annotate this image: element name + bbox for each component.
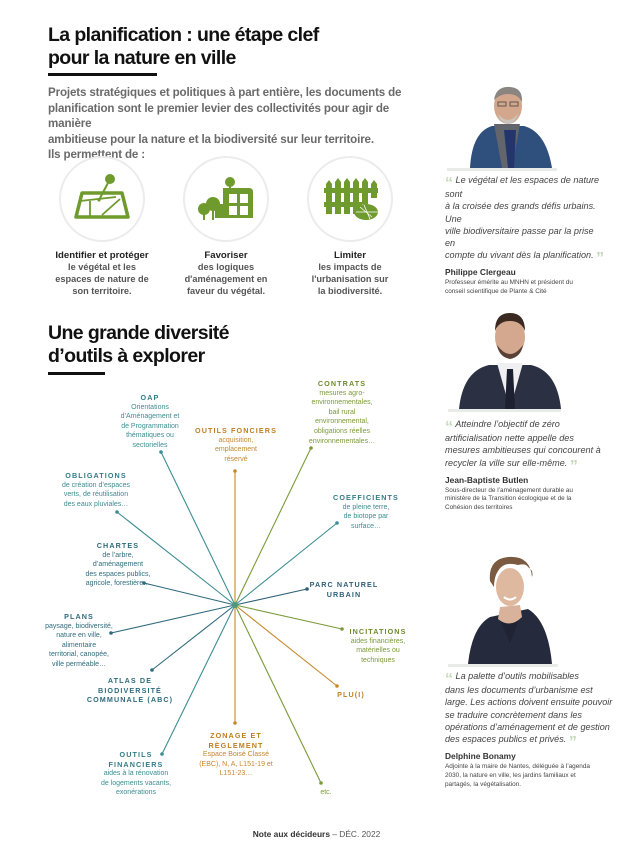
quote-block-butlen (445, 418, 610, 513)
tool-obligations (46, 471, 146, 509)
feature-desc: son territoire. (72, 285, 132, 296)
quote-line: se traduire concrètement dans les (445, 709, 582, 720)
tool-title: CONTRATS (317, 379, 367, 388)
role-line: 2030, la nature en ville, les jardins familiaux et (445, 771, 576, 779)
footer-date: – DÉC. 2022 (332, 829, 381, 839)
feature-desc: faveur du végétal. (186, 285, 266, 296)
tool-desc: emplacement (214, 446, 258, 454)
quote-line: recycler la ville sur elle-même. (445, 457, 568, 468)
tool-desc: réservé (224, 455, 248, 463)
tool-desc: Espace Boisé Classé (202, 751, 270, 759)
tool-title: CHARTES (96, 541, 140, 550)
tool-coefficients (330, 493, 402, 531)
quote-author-role (445, 279, 605, 297)
tool-title: INCITATIONS (349, 627, 407, 636)
tool-desc: de biotope par (343, 513, 389, 521)
tool-plu (334, 690, 368, 700)
tool-desc: nature en ville, (56, 632, 102, 640)
intro-line: Projets stratégiques et politiques à part entière, les documents de (48, 86, 402, 99)
role-line: Sous-directeur de l’aménagement durable au (445, 486, 573, 494)
feature-title: Identifier et protéger (55, 250, 149, 261)
tool-desc: exonérations (115, 789, 157, 797)
feature-desc: espaces de nature de (55, 273, 149, 284)
tool-desc: agricole, forestière… (85, 580, 151, 588)
quote-line: dans les documents d’urbanisme est (445, 685, 593, 695)
quote-author: Delphine Bonamy (445, 751, 516, 762)
tool-desc: de l’arbre, (102, 551, 134, 559)
tool-outils-financiers (94, 750, 178, 798)
tool-desc: verts, de réutilisation (63, 491, 129, 499)
tool-title: OAP (140, 393, 160, 402)
feature-title: Limiter (334, 250, 366, 261)
quote-line: opérations d’aménagement et de gestion (445, 721, 610, 732)
tool-title: ZONAGE ET (210, 731, 262, 740)
portrait-divider (448, 664, 558, 667)
close-quote-icon: ” (569, 457, 578, 475)
quote-line: Le végétal et les espaces de nature sont (445, 175, 600, 199)
tool-desc: etc. (320, 789, 332, 796)
feature-desc: des logiques (197, 262, 255, 272)
tool-desc: de création d’espaces (61, 481, 131, 489)
footer (0, 829, 633, 839)
open-quote-icon: “ (445, 671, 453, 688)
tool-title: BIODIVERSITÉ (98, 685, 162, 695)
tool-title: COEFFICIENTS (333, 493, 399, 502)
tool-title: PARC NATUREL (309, 580, 379, 589)
tool-desc: paysage, biodiversité, (45, 622, 113, 630)
title-line-2: pour la nature en ville (48, 47, 236, 69)
tool-chartes (68, 541, 168, 589)
tool-title: PLU(I) (337, 690, 365, 699)
quote-line: des espaces publics et privés. (445, 734, 567, 745)
tool-etc (315, 788, 337, 798)
tool-desc: de Programmation (121, 422, 179, 430)
feature-desc: d'aménagement en (184, 273, 268, 284)
tool-desc: de logements vacants, (100, 779, 172, 787)
quote-text (445, 418, 610, 475)
role-line: partagés, la végétalisation. (445, 780, 522, 788)
tool-desc: matérielles ou (356, 647, 400, 655)
quote-line: artificialisation nette appelle des (445, 433, 574, 443)
tool-desc: techniques (361, 656, 395, 664)
hub-dot (232, 602, 238, 608)
tool-desc: ville perméable… (51, 660, 107, 668)
portrait-divider (448, 409, 561, 412)
tool-desc: aides financières, (350, 637, 406, 645)
portrait-delphine-bonamy (468, 547, 552, 664)
tool-desc: d’aménagement (92, 561, 144, 569)
open-quote-icon: “ (445, 175, 453, 192)
portrait-divider (447, 168, 557, 171)
tool-desc: de pleine terre, (342, 503, 390, 511)
portrait-philippe-clergeau (460, 84, 556, 168)
tool-plans (38, 612, 120, 670)
feature-title: Favoriser (204, 250, 248, 261)
tool-title: URBAIN (326, 589, 362, 599)
tool-contrats (297, 379, 387, 446)
role-line: conseil scientifique de Plante & Cité (445, 288, 547, 296)
role-line: ministère de la Transition écologique et de la (445, 495, 572, 503)
feature-desc: l'urbanisation sur (311, 273, 389, 284)
tool-title: OUTILS FONCIERS (195, 426, 277, 435)
quote-line: Atteindre l’objectif de zéro (455, 419, 560, 429)
tool-desc: surface… (351, 522, 381, 530)
tool-desc: aides à la rénovation (103, 770, 169, 778)
tool-desc: mesures agro- (319, 389, 365, 397)
tool-desc: sectorielles (132, 441, 168, 449)
intro-line: Ils permettent de : (48, 148, 146, 161)
tool-title: FINANCIERS (108, 759, 164, 769)
close-quote-icon: ” (568, 734, 577, 752)
tool-desc: environnementales, (311, 399, 373, 407)
tool-title: PLANS (64, 612, 94, 621)
tool-desc: des eaux pluviales… (63, 500, 129, 508)
quote-block-clergeau (445, 174, 605, 297)
tool-outils-fonciers (190, 426, 282, 464)
tool-desc: obligations réelles (313, 427, 371, 435)
tool-title: OUTILS (119, 750, 153, 759)
tool-title: ATLAS DE (107, 676, 153, 685)
open-quote-icon: “ (445, 419, 453, 436)
feature-desc: la biodiversité. (317, 285, 383, 296)
quote-line: à la croisée des grands défis urbains. Une (445, 201, 596, 224)
quote-author: Philippe Clergeau (445, 267, 516, 278)
close-quote-icon: ” (596, 250, 605, 268)
tool-incitations (339, 627, 417, 665)
tool-desc: L151-23… (219, 770, 253, 778)
quote-author-role (445, 487, 610, 513)
tool-desc: d’Aménagement et (120, 413, 180, 421)
tool-desc: environnementales… (308, 437, 376, 445)
title-line-1: Une grande diversité (48, 322, 229, 344)
title-line-1: La planification : une étape clef (48, 24, 319, 46)
role-line: Professeur émérite au MNHN et président du (445, 279, 573, 287)
role-line: Adjointe à la maire de Nantes, déléguée à l’agenda (445, 763, 590, 771)
tool-title: COMMUNALE (ABC) (86, 695, 174, 705)
tool-desc: environnemental, (315, 418, 369, 426)
quote-block-bonamy (445, 670, 615, 790)
tool-desc: territorial, canopée, (49, 651, 109, 659)
portrait-jean-baptiste-butlen (459, 305, 561, 409)
intro-line: planification sont le premier levier des collectivités pour agir de manière (48, 101, 390, 130)
role-line: Cohésion des territoires (445, 504, 513, 512)
quote-line: mesures ambitieuses qui concourent à (445, 445, 601, 456)
tool-desc: acquisition, (218, 436, 254, 444)
tool-title: OBLIGATIONS (65, 471, 127, 480)
quote-line: La palette d’outils mobilisables (455, 671, 579, 681)
quote-line: compte du vivant dès la planification. (445, 250, 594, 261)
tool-desc: bail rural (328, 408, 356, 416)
intro-line: ambitieuse pour la nature et la biodiversité sur leur territoire. (48, 132, 374, 146)
tool-parc-naturel-urbain (306, 580, 382, 599)
feature-desc: le végétal et les (68, 262, 136, 272)
tool-atlas-biodiversite (80, 676, 180, 705)
tool-desc: alimentaire (61, 641, 97, 649)
tool-desc: des espaces publics, (85, 570, 151, 578)
quote-line: large. Les actions doivent ensuite pouvoir (445, 697, 613, 708)
quote-author-role (445, 763, 615, 789)
tool-title: RÈGLEMENT (208, 740, 264, 750)
feature-desc: les impacts de (318, 262, 382, 272)
quote-author: Jean-Baptiste Butlen (445, 474, 529, 485)
tool-oap (95, 393, 205, 451)
title-line-2: d’outils à explorer (48, 345, 205, 367)
quote-text (445, 670, 615, 752)
tool-desc: thématiques ou (126, 432, 174, 440)
tool-zonage-reglement (196, 731, 276, 779)
footer-title: Note aux décideurs (252, 829, 330, 839)
tool-desc: (EBC), N, A, L151-19 et (199, 760, 273, 768)
quote-line: ville biodiversitaire passe par la prise en (445, 225, 594, 249)
quote-text (445, 174, 605, 268)
tool-desc: Orientations (131, 403, 169, 411)
